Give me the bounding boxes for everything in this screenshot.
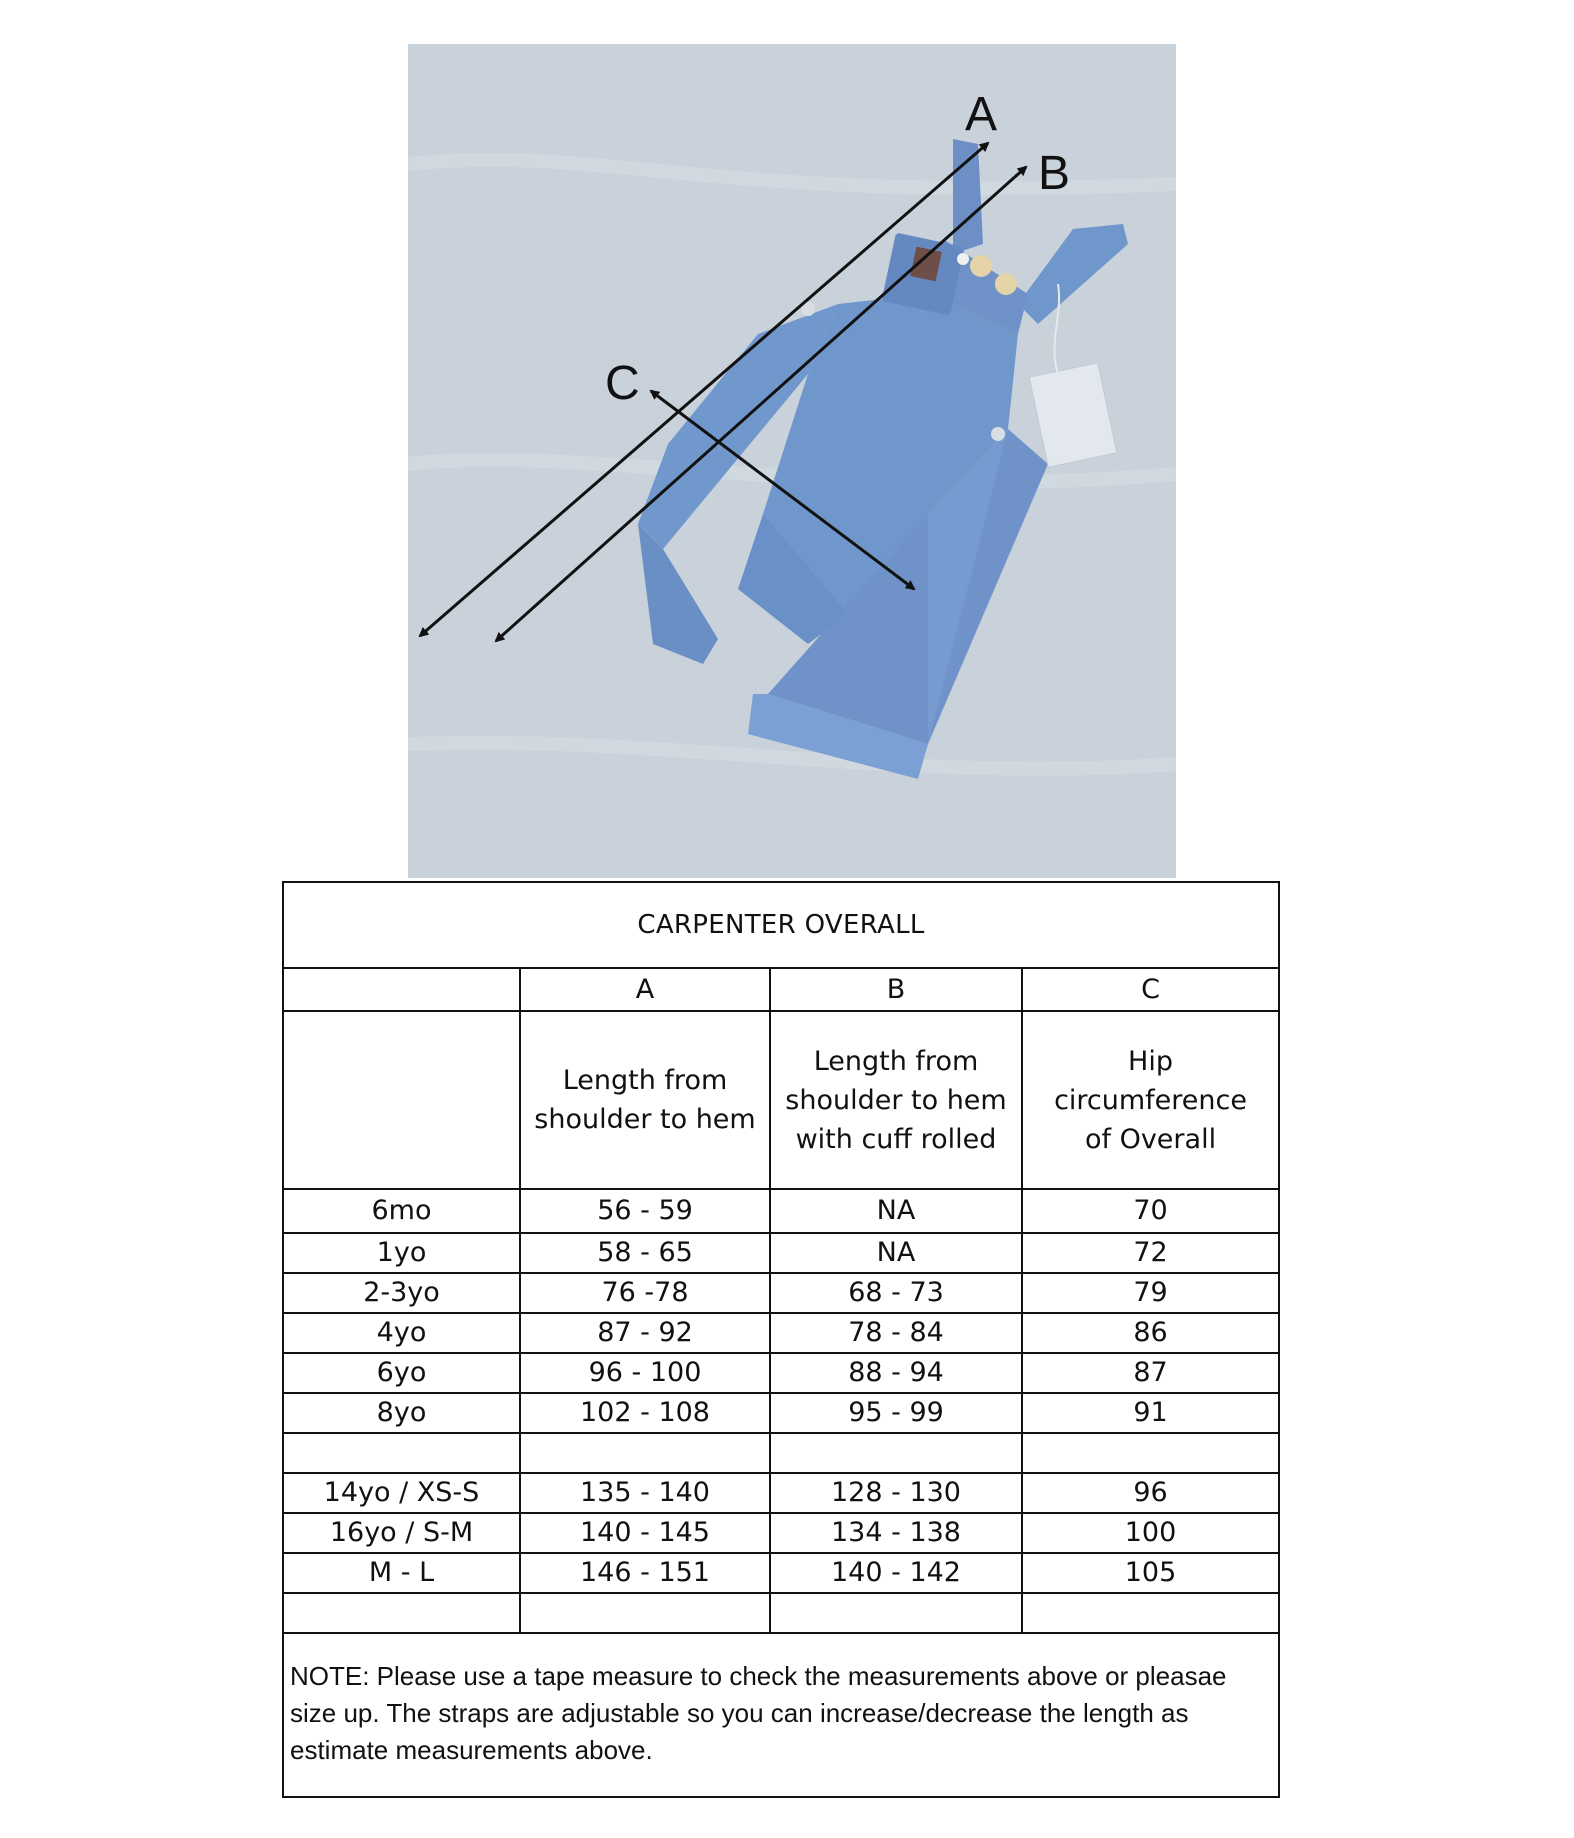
value-b-cell <box>770 1433 1022 1473</box>
value-c-cell: 105 <box>1022 1553 1279 1593</box>
desc-line: Hip circumference <box>1054 1045 1247 1116</box>
value-a-cell: 76 -78 <box>520 1273 770 1313</box>
value-b-cell: 134 - 138 <box>770 1513 1022 1553</box>
column-b-description <box>770 1011 1022 1189</box>
empty-cell <box>283 1011 520 1189</box>
column-c-header: C <box>1022 968 1279 1011</box>
size-cell <box>283 1433 520 1473</box>
desc-line: with cuff rolled <box>795 1123 997 1155</box>
value-c-cell: 96 <box>1022 1473 1279 1513</box>
value-c-cell <box>1022 1593 1279 1633</box>
value-b-cell: 128 - 130 <box>770 1473 1022 1513</box>
desc-line: Length from <box>813 1045 979 1077</box>
size-cell: 2-3yo <box>283 1273 520 1313</box>
value-a-cell: 87 - 92 <box>520 1313 770 1353</box>
column-a-header: A <box>520 968 770 1011</box>
value-a-cell: 56 - 59 <box>520 1189 770 1233</box>
value-c-cell: 72 <box>1022 1233 1279 1273</box>
size-chart-table <box>282 881 1280 1798</box>
value-c-cell: 79 <box>1022 1273 1279 1313</box>
value-c-cell <box>1022 1433 1279 1473</box>
note-text: NOTE: Please use a tape measure to check the measurements above or pleasae size up. The straps are adjustable so you can increase/decrease the length as estimate measurements above. <box>283 1633 1279 1797</box>
value-b-cell: NA <box>770 1189 1022 1233</box>
desc-line: Length from <box>562 1065 728 1096</box>
size-cell <box>283 1593 520 1633</box>
table-row <box>283 1233 1279 1273</box>
value-b-cell: 68 - 73 <box>770 1273 1022 1313</box>
size-cell: 8yo <box>283 1393 520 1433</box>
column-a-description <box>520 1011 770 1189</box>
table-row <box>283 1273 1279 1313</box>
value-c-cell: 70 <box>1022 1189 1279 1233</box>
value-a-cell <box>520 1433 770 1473</box>
column-b-header: B <box>770 968 1022 1011</box>
table-title: CARPENTER OVERALL <box>283 882 1279 968</box>
desc-line: shoulder to hem <box>534 1104 756 1135</box>
table-row-empty <box>283 1593 1279 1633</box>
description-row <box>283 1011 1279 1189</box>
value-a-cell: 102 - 108 <box>520 1393 770 1433</box>
size-cell: 16yo / S-M <box>283 1513 520 1553</box>
value-b-cell: 88 - 94 <box>770 1353 1022 1393</box>
value-a-cell: 58 - 65 <box>520 1233 770 1273</box>
title-row <box>283 882 1279 968</box>
note-row <box>283 1633 1279 1797</box>
table-row <box>283 1189 1279 1233</box>
overall-measurement-photo <box>408 44 1176 878</box>
size-cell: 4yo <box>283 1313 520 1353</box>
label-a: A <box>965 88 998 141</box>
size-cell: 14yo / XS-S <box>283 1473 520 1513</box>
size-cell: 6mo <box>283 1189 520 1233</box>
value-a-cell: 96 - 100 <box>520 1353 770 1393</box>
empty-cell <box>283 968 520 1011</box>
size-cell: M - L <box>283 1553 520 1593</box>
table-row <box>283 1393 1279 1433</box>
value-a-cell: 135 - 140 <box>520 1473 770 1513</box>
value-c-cell: 87 <box>1022 1353 1279 1393</box>
table-row <box>283 1473 1279 1513</box>
column-letter-row <box>283 968 1279 1011</box>
desc-line: of Overall <box>1084 1123 1217 1155</box>
table-row <box>283 1353 1279 1393</box>
column-c-description <box>1022 1011 1279 1189</box>
size-cell: 6yo <box>283 1353 520 1393</box>
table-row <box>283 1553 1279 1593</box>
table-row <box>283 1313 1279 1353</box>
value-c-cell: 86 <box>1022 1313 1279 1353</box>
value-b-cell <box>770 1593 1022 1633</box>
value-b-cell: NA <box>770 1233 1022 1273</box>
label-c: C <box>605 357 640 410</box>
table-row-empty <box>283 1433 1279 1473</box>
label-b: B <box>1038 147 1071 200</box>
value-b-cell: 140 - 142 <box>770 1553 1022 1593</box>
size-cell: 1yo <box>283 1233 520 1273</box>
desc-line: shoulder to hem <box>785 1084 1007 1116</box>
value-a-cell: 146 - 151 <box>520 1553 770 1593</box>
value-a-cell: 140 - 145 <box>520 1513 770 1553</box>
value-a-cell <box>520 1593 770 1633</box>
value-c-cell: 100 <box>1022 1513 1279 1553</box>
value-c-cell: 91 <box>1022 1393 1279 1433</box>
table-row <box>283 1513 1279 1553</box>
value-b-cell: 95 - 99 <box>770 1393 1022 1433</box>
value-b-cell: 78 - 84 <box>770 1313 1022 1353</box>
